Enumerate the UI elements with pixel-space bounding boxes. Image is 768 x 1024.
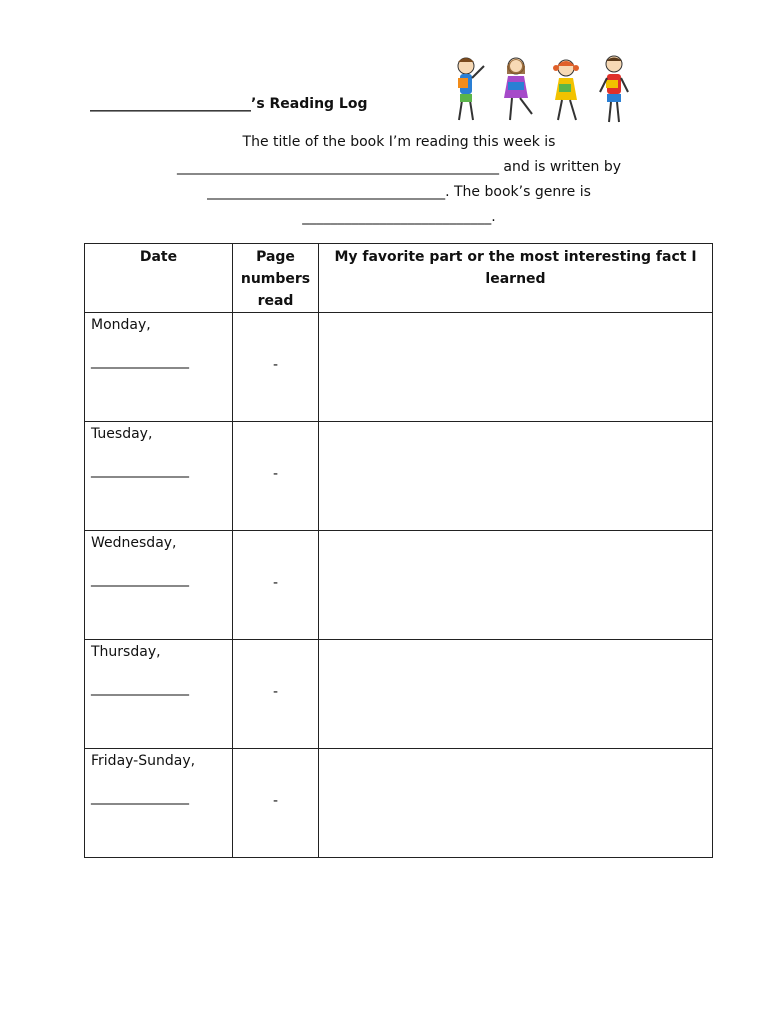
date-cell <box>85 422 233 531</box>
table-row <box>85 422 713 531</box>
day-label: Tuesday, <box>91 426 153 442</box>
date-cell <box>85 531 233 640</box>
notes-cell <box>319 422 713 531</box>
table-header-row <box>85 244 713 313</box>
pages-dash: - <box>272 575 279 591</box>
date-blank: ______________ <box>91 353 189 369</box>
pages-cell <box>233 749 319 858</box>
book-title-blank-line: ______________________________________________ and is written by <box>176 159 622 175</box>
kid-four-figure <box>600 56 628 122</box>
header-page-numbers: Page numbers read <box>233 244 319 313</box>
book-title-prompt: The title of the book I’m reading this week is <box>242 134 556 150</box>
date-blank: ______________ <box>91 571 189 587</box>
pages-dash: - <box>272 466 279 482</box>
day-label: Wednesday, <box>91 535 177 551</box>
date-cell <box>85 313 233 422</box>
date-blank: ______________ <box>91 462 189 478</box>
pages-dash: - <box>272 793 279 809</box>
pages-cell <box>233 422 319 531</box>
title-suffix: ’s Reading Log <box>251 96 368 112</box>
author-genre-line: __________________________________. The book’s genre is <box>207 184 591 200</box>
date-cell <box>85 749 233 858</box>
notes-cell <box>319 749 713 858</box>
day-label: Friday-Sunday, <box>91 753 196 769</box>
pages-cell <box>233 640 319 749</box>
header-favorite-part-text: My favorite part or the most interesting fact I learned <box>334 249 697 287</box>
header-date: Date <box>85 244 233 313</box>
day-label: Monday, <box>91 317 151 333</box>
kid-three-figure <box>553 60 579 120</box>
pages-cell <box>233 531 319 640</box>
pages-cell <box>233 313 319 422</box>
kid-two-figure <box>504 58 532 120</box>
reading-kids-icon <box>446 52 636 128</box>
date-cell <box>85 640 233 749</box>
notes-cell <box>319 313 713 422</box>
pages-dash: - <box>272 357 279 373</box>
table-row <box>85 640 713 749</box>
notes-cell <box>319 640 713 749</box>
table-row <box>85 313 713 422</box>
reading-log-table <box>84 243 713 858</box>
table-row <box>85 749 713 858</box>
reading-log-title <box>90 96 368 112</box>
day-label: Thursday, <box>91 644 161 660</box>
header-favorite-part <box>319 244 713 313</box>
notes-cell <box>319 531 713 640</box>
date-blank: ______________ <box>91 789 189 805</box>
table-row <box>85 531 713 640</box>
pages-dash: - <box>272 684 279 700</box>
genre-blank-line: ___________________________. <box>302 209 496 225</box>
kid-one-figure <box>458 58 484 120</box>
student-name-blank: _______________________ <box>90 96 251 112</box>
date-blank: ______________ <box>91 680 189 696</box>
